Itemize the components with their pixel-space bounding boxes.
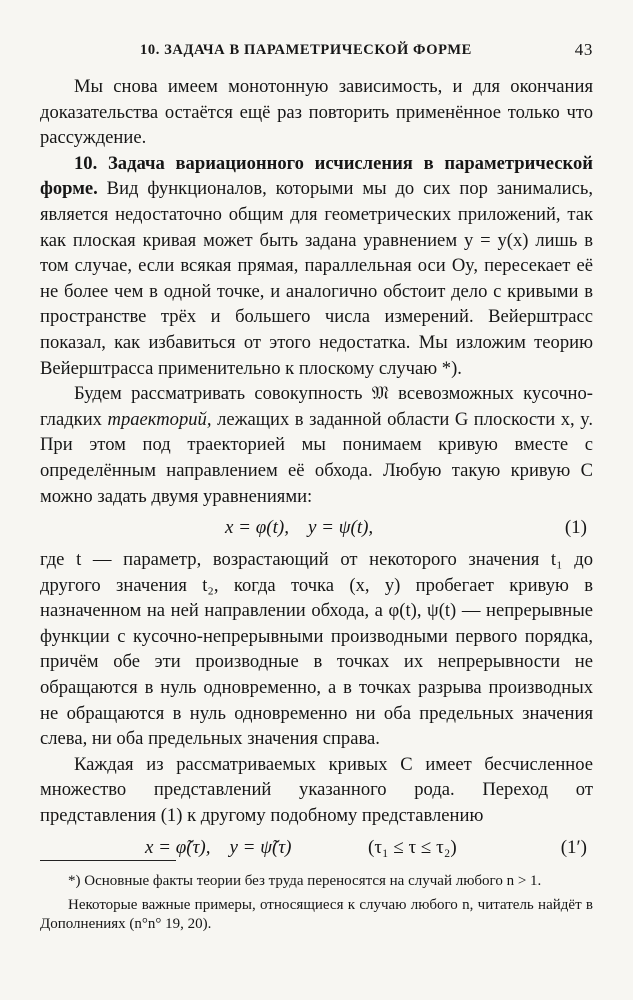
section-heading: 10. Задача вариационного исчисления в параметрической форме. [40, 152, 593, 200]
footnote-2: Некоторые важные примеры, относящиеся к случаю любого n, читатель найдёт в Дополнениях (n°n° 19, 20). [40, 897, 593, 932]
equation-1-body: x = φ(t), y = ψ(t), [225, 517, 374, 539]
footnote-rule [40, 860, 176, 861]
paragraph-5: Каждая из рассматриваемых кривых C имеет бесчисленное множество представлений указанного рода. Переход от представления (1) к другому подобному представлению [40, 753, 593, 827]
paragraph-4: где t — параметр, возрастающий от некоторого значения t₁ до другого значения t₂, когда точка (x, y) пробегает кривую в назначенном на ней направлении обхода, а φ(t), ψ(t) — непрерывные функции с кусочно-непрерывными производными первого порядка, причём обе эти производные в точках их непрерывности не обращаются в нуль одновременно, а в точках разрыва производных не обращаются в нуль одновременно ни оба предельных значения слева, ни оба предельных значения справа. [40, 549, 593, 750]
page-number: 43 [574, 40, 593, 59]
paragraph-2 [40, 151, 593, 381]
equation-1-prime-range: (τ₁ ≤ τ ≤ τ₂) [368, 836, 457, 858]
paragraph-3-part-b: лежащих в заданной области G плоскости x, y. При этом под траекторией мы понимаем кривую вместе с определённым направлением её обхода. Любую такую кривую C можно задать двумя уравнениями: [40, 408, 593, 507]
main-text [40, 74, 593, 867]
footnotes [40, 872, 593, 939]
equation-1-prime-body: x = φ̃(τ), y = ψ̃(τ) [145, 836, 292, 858]
term-trajectories: траекторий, [107, 408, 212, 430]
equation-1-prime-number: (1′) [560, 836, 587, 858]
running-head-title: 10. ЗАДАЧА В ПАРАМЕТРИЧЕСКОЙ ФОРМЕ [140, 42, 472, 58]
equation-1-number: (1) [564, 517, 587, 539]
paragraph-1: Мы снова имеем монотонную зависимость, и для окончания доказательства остаётся ещё раз повторить применённое только что рассуждение. [40, 76, 593, 149]
paragraph-3-part-a: Будем рассматривать совокупность 𝔐 всевозможных кусочно-гладких [40, 383, 593, 430]
paragraph-3 [40, 381, 593, 509]
running-head [40, 42, 593, 66]
equation-1 [40, 509, 593, 547]
footnote-1: *) Основные факты теории без труда переносятся на случай любого n > 1. [68, 873, 542, 889]
section-text: Вид функционалов, которыми мы до сих пор занимались, является недостаточно общим для геометрических приложений, так как плоская кривая может быть задана уравнением y = y(x) лишь в том случае, если всякая прямая, параллельная оси Oy, пересекает её не более чем в одной точке, и аналогично обстоит дело с кривыми в пространстве трёх и большего числа измерений. Вейерштрасс показал, как избавиться от этого недостатка. Мы изложим теорию Вейерштрасса применительно к плоскому случаю *). [40, 178, 593, 379]
